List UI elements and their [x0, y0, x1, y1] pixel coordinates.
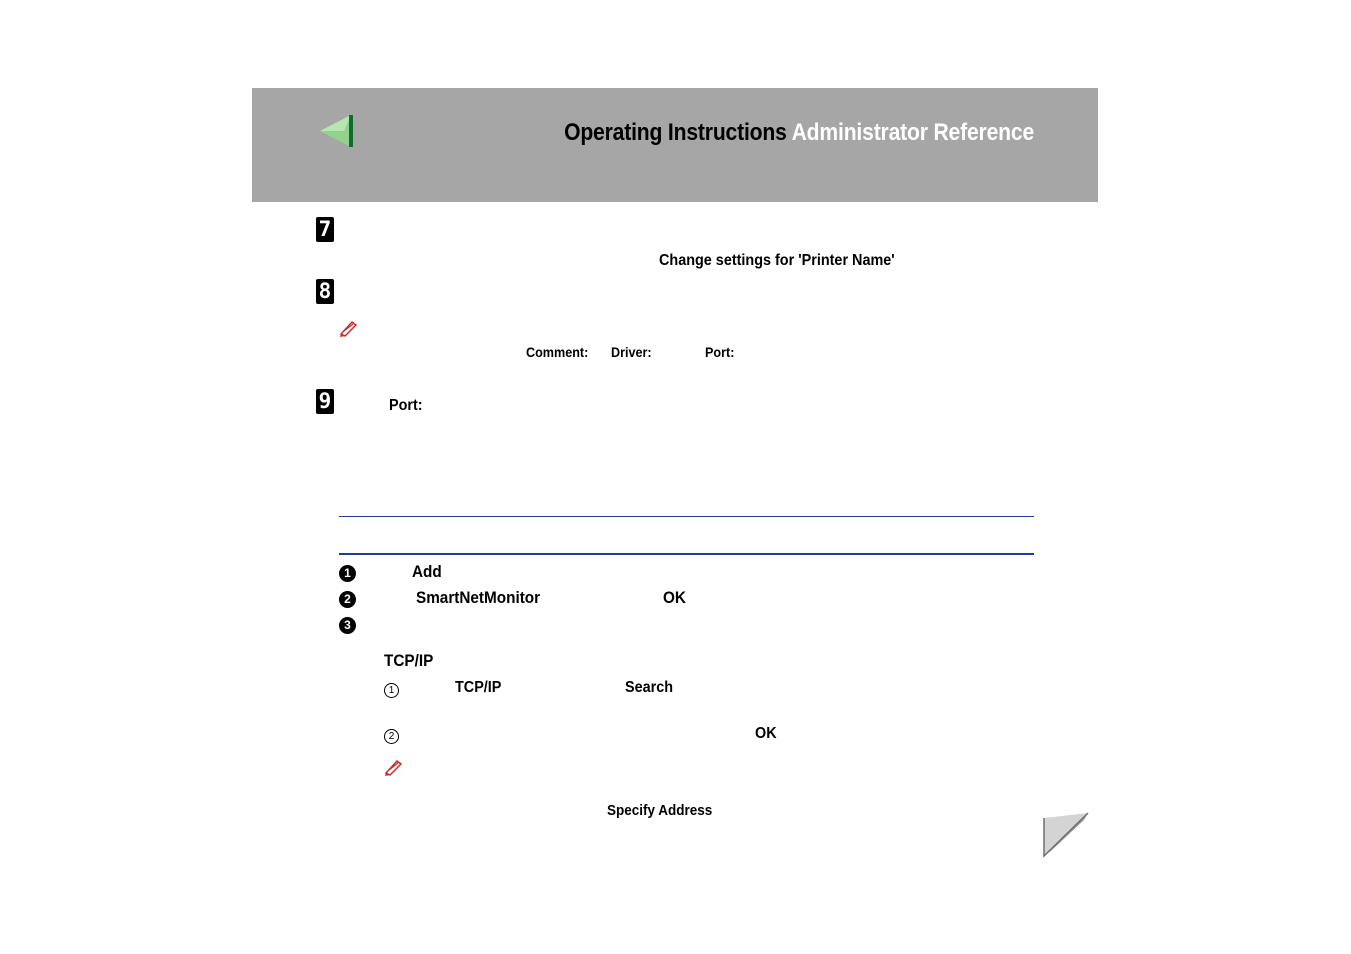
substep-1-label: Add: [412, 562, 442, 581]
substep-3-number: 3: [339, 617, 356, 634]
step-9-badge: 9: [316, 389, 334, 414]
note-pencil-icon-2: [383, 758, 403, 776]
header-title: [564, 119, 1034, 147]
note-pencil-icon: [338, 319, 358, 337]
tcpip-heading: TCP/IP: [384, 651, 434, 670]
manual-subtitle[interactable]: Administrator Reference: [791, 119, 1034, 146]
step-7-badge: 7: [316, 217, 334, 242]
substep-2-number: 2: [339, 591, 356, 608]
header-band: [252, 88, 1098, 202]
tcpip-step-1-number: 1: [384, 683, 399, 698]
step-7-label: Change settings for 'Printer Name': [659, 252, 895, 269]
next-page-corner-icon[interactable]: [1038, 810, 1090, 858]
note-label-port: Port:: [705, 344, 735, 360]
tcpip-note-label: Specify Address: [607, 802, 713, 819]
tcpip-step-2-ok: OK: [755, 725, 777, 742]
manual-title[interactable]: Operating Instructions: [564, 119, 787, 146]
tcpip-step-2-number: 2: [384, 729, 399, 744]
note-label-comment: Comment:: [526, 344, 589, 360]
substep-2-ok: OK: [663, 588, 686, 607]
section-rule-bottom: [339, 553, 1034, 555]
tcpip-step-1-search: Search: [625, 679, 674, 696]
previous-page-arrow-icon[interactable]: [318, 113, 354, 149]
substep-1-number: 1: [339, 565, 356, 582]
section-rule-top: [339, 516, 1034, 517]
step-8-badge: 8: [316, 279, 334, 304]
tcpip-step-1-label: TCP/IP: [455, 679, 502, 696]
step-9-label: Port:: [389, 397, 423, 414]
note-label-driver: Driver:: [611, 344, 652, 360]
substep-2-label: SmartNetMonitor: [416, 588, 541, 607]
